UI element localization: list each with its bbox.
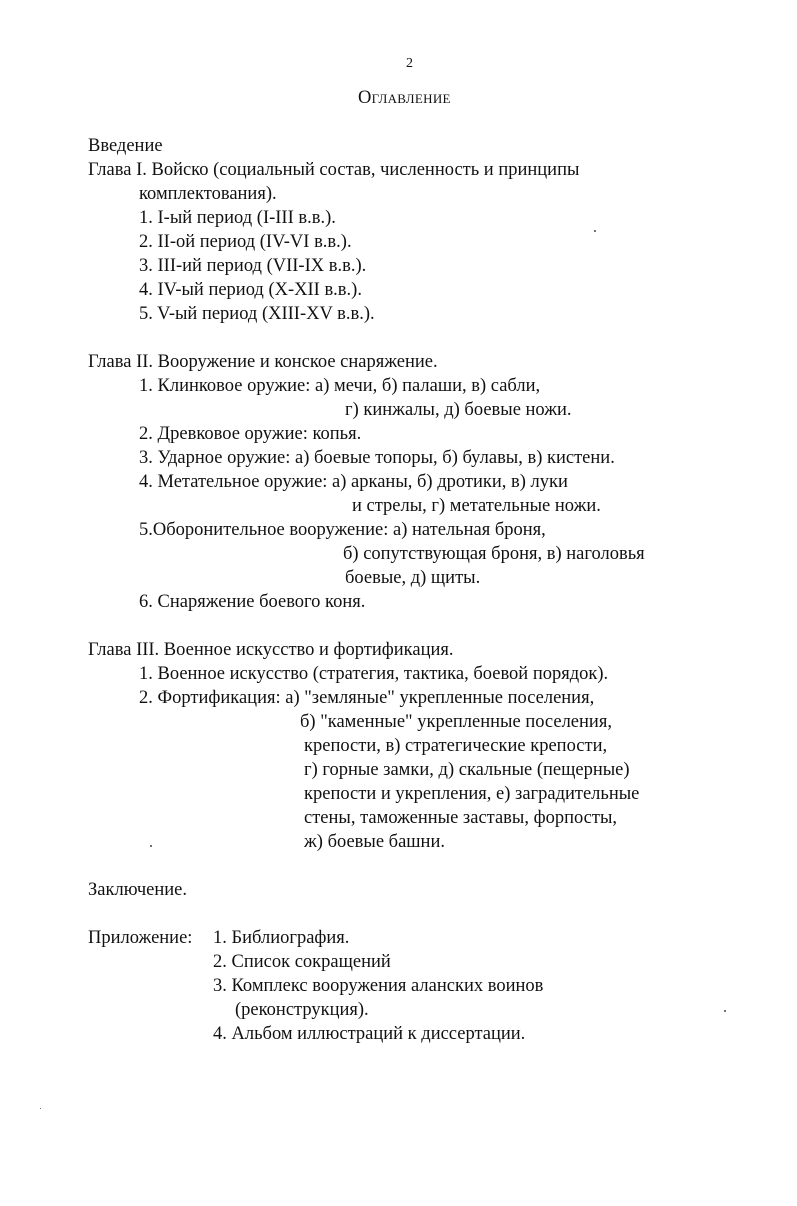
chapter-2-item: 4. Метательное оружие: а) арканы, б) дротики, в) луки <box>139 472 568 492</box>
chapter-2-item: 1. Клинковое оружие: а) мечи, б) палаши, в) сабли, <box>139 376 541 396</box>
appendix-item: 3. Комплекс вооружения аланских воинов <box>213 976 544 996</box>
scan-speck <box>724 1010 726 1012</box>
chapter-2-item-cont: боевые, д) щиты. <box>345 568 481 588</box>
appendix-item: 4. Альбом иллюстраций к диссертации. <box>213 1024 526 1044</box>
appendix-item: 1. Библиография. <box>213 928 350 948</box>
chapter-1-item: 5. V-ый период (XIII-XV в.в.). <box>139 304 375 324</box>
chapter-3-title: Глава III. Военное искусство и фортификация. <box>88 640 454 660</box>
page-number: 2 <box>406 56 413 71</box>
chapter-2-item-cont: г) кинжалы, д) боевые ножи. <box>345 400 572 420</box>
chapter-3-item: 2. Фортификация: а) "земляные" укрепленные поселения, <box>139 688 595 708</box>
chapter-3-item-cont: ж) боевые башни. <box>304 832 445 852</box>
chapter-3-item-cont: г) горные замки, д) скальные (пещерные) <box>304 760 630 780</box>
chapter-2-item-cont: б) сопутствующая броня, в) наголовья <box>343 544 645 564</box>
chapter-3-item-cont: стены, таможенные заставы, форпосты, <box>304 808 618 828</box>
chapter-2-item: 6. Снаряжение боевого коня. <box>139 592 366 612</box>
chapter-1-item: 3. III-ий период (VII-IX в.в.). <box>139 256 367 276</box>
chapter-2-item: 5.Оборонительное вооружение: а) нательная броня, <box>139 520 546 540</box>
scan-speck <box>40 1108 41 1109</box>
toc-introduction: Введение <box>88 136 163 156</box>
scan-speck <box>594 230 596 232</box>
toc-conclusion: Заключение. <box>88 880 187 900</box>
chapter-3-item-cont: крепости и укрепления, е) заградительные <box>304 784 640 804</box>
chapter-2-item-cont: и стрелы, г) метательные ножи. <box>352 496 601 516</box>
chapter-3-item-cont: крепости, в) стратегические крепости, <box>304 736 608 756</box>
chapter-1-title: Глава I. Войско (социальный состав, численность и принципы <box>88 160 580 180</box>
page-title: Оглавление <box>358 88 451 108</box>
scan-speck <box>150 845 152 847</box>
chapter-3-item-cont: б) "каменные" укрепленные поселения, <box>300 712 612 732</box>
chapter-2-title: Глава II. Вооружение и конское снаряжение. <box>88 352 438 372</box>
chapter-1-title-cont: комплектования). <box>139 184 277 204</box>
appendix-label: Приложение: <box>88 928 193 948</box>
chapter-3-item: 1. Военное искусство (стратегия, тактика, боевой порядок). <box>139 664 609 684</box>
appendix-item: 2. Список сокращений <box>213 952 391 972</box>
chapter-2-item: 3. Ударное оружие: а) боевые топоры, б) булавы, в) кистени. <box>139 448 615 468</box>
chapter-2-item: 2. Древковое оружие: копья. <box>139 424 362 444</box>
chapter-1-item: 1. I-ый период (I-III в.в.). <box>139 208 336 228</box>
chapter-1-item: 2. II-ой период (IV-VI в.в.). <box>139 232 352 252</box>
chapter-1-item: 4. IV-ый период (X-XII в.в.). <box>139 280 362 300</box>
appendix-item-cont: (реконструкция). <box>235 1000 369 1020</box>
